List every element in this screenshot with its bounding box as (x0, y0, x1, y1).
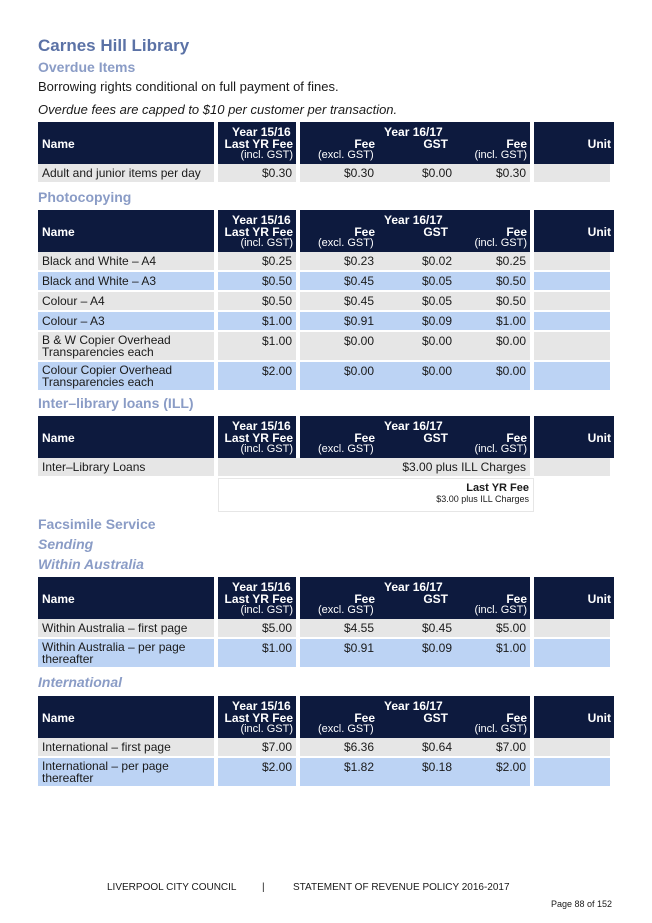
header-name: Name (42, 137, 75, 151)
gst-cell: $0.45 (378, 619, 456, 639)
fee-incl-cell: $0.00 (456, 362, 534, 392)
gst-cell: $0.00 (378, 164, 456, 184)
header-last-cell (218, 416, 296, 458)
header-last-yr-fee: Last YR Fee (224, 592, 293, 606)
header-last-cell (218, 210, 296, 252)
header-year1516: Year 15/16 (232, 125, 291, 139)
header-name: Name (42, 431, 75, 445)
header-fee: Fee (354, 137, 375, 151)
overdue-cap-note: Overdue fees are capped to $10 per customer per transaction. (38, 102, 398, 117)
footer-statement: STATEMENT OF REVENUE POLICY 2016-2017 (293, 882, 510, 893)
last-yr-fee-cell: $0.50 (218, 272, 300, 292)
fee-excl-cell: $6.36 (300, 738, 378, 758)
within-australia-fee-table (38, 577, 614, 669)
header-fee-incl: Fee (506, 431, 527, 445)
section-heading-overdue: Overdue Items (38, 59, 136, 75)
gst-cell: $0.00 (378, 362, 456, 392)
table-row (38, 619, 614, 639)
gst-cell: $0.05 (378, 272, 456, 292)
header-fee-cell (300, 122, 378, 164)
table-row (38, 738, 614, 758)
header-last-yr-fee: Last YR Fee (224, 711, 293, 725)
table-row (38, 164, 614, 184)
header-year1516: Year 15/16 (232, 213, 291, 227)
header-unit: Unit (587, 137, 611, 151)
table-row (38, 292, 614, 312)
unit-cell (534, 639, 614, 669)
ill-last-yr-label: Last YR Fee (466, 482, 529, 494)
header-unit: Unit (587, 431, 611, 445)
header-incl-gst-2: (incl. GST) (474, 604, 527, 616)
header-name: Name (42, 225, 75, 239)
table-row (38, 362, 614, 392)
overdue-fee-table (38, 122, 614, 184)
header-gst: GST (423, 225, 448, 239)
fee-excl-cell: $1.82 (300, 758, 378, 788)
section-heading-international: International (38, 674, 123, 690)
fee-incl-cell: $2.00 (456, 758, 534, 788)
fee-excl-cell: $0.00 (300, 362, 378, 392)
header-unit: Unit (587, 592, 611, 606)
header-fee-cell (300, 696, 378, 738)
footer-separator: | (262, 882, 265, 893)
header-year1516: Year 15/16 (232, 419, 291, 433)
fee-excl-cell: $4.55 (300, 619, 378, 639)
header-fee-incl: Fee (506, 592, 527, 606)
section-heading-photocopying: Photocopying (38, 189, 132, 205)
last-yr-fee-cell: $5.00 (218, 619, 300, 639)
last-yr-fee-cell: $1.00 (218, 639, 300, 669)
name-cell: Colour – A3 (38, 312, 218, 332)
table-row (38, 312, 614, 332)
unit-cell (534, 619, 614, 639)
header-excl-gst: (excl. GST) (318, 237, 374, 249)
name-cell: Black and White – A4 (38, 252, 218, 272)
unit-cell (534, 252, 614, 272)
header-name-cell (38, 122, 214, 164)
name-cell: Black and White – A3 (38, 272, 218, 292)
unit-cell (534, 164, 614, 184)
header-unit-cell (534, 122, 614, 164)
gst-cell: $0.02 (378, 252, 456, 272)
fee-excl-cell: $0.23 (300, 252, 378, 272)
header-incl-gst-2: (incl. GST) (474, 723, 527, 735)
name-cell: Within Australia – per page thereafter (38, 639, 218, 669)
header-year1617: Year 16/17 (384, 213, 443, 227)
header-fee-incl: Fee (506, 711, 527, 725)
last-yr-fee-cell: $0.25 (218, 252, 300, 272)
section-heading-ill: Inter–library loans (ILL) (38, 395, 194, 411)
ill-blank-unit (534, 478, 614, 512)
header-gst-cell (378, 577, 456, 619)
header-excl-gst: (excl. GST) (318, 149, 374, 161)
header-name-cell (38, 696, 214, 738)
header-fee-incl: Fee (506, 225, 527, 239)
header-incl-gst-2: (incl. GST) (474, 443, 527, 455)
fee-excl-cell: $0.45 (300, 292, 378, 312)
header-excl-gst: (excl. GST) (318, 443, 374, 455)
header-unit-cell (534, 577, 614, 619)
name-cell: Within Australia – first page (38, 619, 218, 639)
name-cell: B & W Copier Overhead Transparencies each (38, 332, 218, 362)
unit-cell (534, 738, 614, 758)
table-row (38, 478, 614, 512)
unit-cell (534, 272, 614, 292)
fee-incl-cell: $0.30 (456, 164, 534, 184)
header-name: Name (42, 592, 75, 606)
last-yr-fee-cell: $7.00 (218, 738, 300, 758)
table-row (38, 332, 614, 362)
header-year1516: Year 15/16 (232, 580, 291, 594)
last-yr-fee-cell: $1.00 (218, 312, 300, 332)
fee-excl-cell: $0.91 (300, 312, 378, 332)
header-last-cell (218, 696, 296, 738)
header-incl-gst: (incl. GST) (240, 149, 293, 161)
name-cell: Colour Copier Overhead Transparencies each (38, 362, 218, 392)
header-incl-gst-2: (incl. GST) (474, 237, 527, 249)
table-row (38, 252, 614, 272)
header-name-cell (38, 416, 214, 458)
header-gst: GST (423, 431, 448, 445)
header-incl-gst-2: (incl. GST) (474, 149, 527, 161)
unit-cell (534, 292, 614, 312)
header-fee-cell (300, 577, 378, 619)
header-incl-cell (456, 210, 530, 252)
fee-incl-cell: $0.50 (456, 292, 534, 312)
fee-incl-cell: $7.00 (456, 738, 534, 758)
gst-cell: $0.09 (378, 312, 456, 332)
header-gst: GST (423, 592, 448, 606)
header-year1617: Year 16/17 (384, 699, 443, 713)
gst-cell: $0.09 (378, 639, 456, 669)
header-incl-gst: (incl. GST) (240, 443, 293, 455)
header-incl-gst: (incl. GST) (240, 604, 293, 616)
unit-cell (534, 312, 614, 332)
last-yr-fee-cell: $2.00 (218, 758, 300, 788)
page-number: Page 88 of 152 (550, 899, 612, 909)
footer-council: LIVERPOOL CITY COUNCIL (107, 882, 237, 893)
header-incl-gst: (incl. GST) (240, 723, 293, 735)
international-fee-table (38, 696, 614, 788)
header-excl-gst: (excl. GST) (318, 604, 374, 616)
header-incl-cell (456, 577, 530, 619)
header-name: Name (42, 711, 75, 725)
fee-excl-cell: $0.00 (300, 332, 378, 362)
fee-incl-cell: $0.25 (456, 252, 534, 272)
header-incl-cell (456, 416, 530, 458)
gst-cell: $0.00 (378, 332, 456, 362)
header-fee: Fee (354, 431, 375, 445)
header-fee: Fee (354, 592, 375, 606)
header-year1617: Year 16/17 (384, 419, 443, 433)
header-last-yr-fee: Last YR Fee (224, 137, 293, 151)
header-last-yr-fee: Last YR Fee (224, 225, 293, 239)
ill-blank (38, 478, 218, 512)
header-gst-cell (378, 122, 456, 164)
header-fee: Fee (354, 225, 375, 239)
gst-cell: $0.64 (378, 738, 456, 758)
header-fee-incl: Fee (506, 137, 527, 151)
header-unit-cell (534, 210, 614, 252)
table-row (38, 272, 614, 292)
section-heading-within: Within Australia (38, 556, 144, 572)
name-cell: Adult and junior items per day (38, 164, 218, 184)
page-title: Carnes Hill Library (38, 36, 190, 55)
name-cell: International – per page thereafter (38, 758, 218, 788)
unit-cell (534, 332, 614, 362)
last-yr-fee-cell: $0.30 (218, 164, 300, 184)
header-incl-cell (456, 696, 530, 738)
header-gst: GST (423, 711, 448, 725)
table-row (38, 758, 614, 788)
gst-cell: $0.18 (378, 758, 456, 788)
fee-excl-cell: $0.91 (300, 639, 378, 669)
table-row (38, 458, 614, 478)
section-heading-fax: Facsimile Service (38, 516, 156, 532)
header-unit: Unit (587, 225, 611, 239)
header-year1516: Year 15/16 (232, 699, 291, 713)
section-heading-sending: Sending (38, 536, 94, 552)
header-gst-cell (378, 696, 456, 738)
header-last-cell (218, 577, 296, 619)
header-last-cell (218, 122, 296, 164)
ill-last-yr-cell (218, 478, 534, 512)
header-unit: Unit (587, 711, 611, 725)
fee-incl-cell: $5.00 (456, 619, 534, 639)
gst-cell: $0.05 (378, 292, 456, 312)
table-row (38, 639, 614, 669)
header-year1617: Year 16/17 (384, 580, 443, 594)
fee-incl-cell: $0.50 (456, 272, 534, 292)
header-unit-cell (534, 416, 614, 458)
header-year1617: Year 16/17 (384, 125, 443, 139)
ill-last-yr-text: $3.00 plus ILL Charges (436, 494, 529, 504)
fee-incl-cell: $1.00 (456, 312, 534, 332)
header-unit-cell (534, 696, 614, 738)
ill-unit (534, 458, 614, 478)
header-name-cell (38, 210, 214, 252)
name-cell: Colour – A4 (38, 292, 218, 312)
last-yr-fee-cell: $0.50 (218, 292, 300, 312)
unit-cell (534, 362, 614, 392)
photocopying-fee-table (38, 210, 614, 392)
ill-fee-table (38, 416, 614, 512)
fee-excl-cell: $0.30 (300, 164, 378, 184)
fee-incl-cell: $0.00 (456, 332, 534, 362)
header-incl-gst: (incl. GST) (240, 237, 293, 249)
ill-name: Inter–Library Loans (38, 458, 218, 478)
name-cell: International – first page (38, 738, 218, 758)
last-yr-fee-cell: $2.00 (218, 362, 300, 392)
header-gst: GST (423, 137, 448, 151)
header-name-cell (38, 577, 214, 619)
fee-excl-cell: $0.45 (300, 272, 378, 292)
overdue-note: Borrowing rights conditional on full payment of fines. (38, 79, 339, 94)
last-yr-fee-cell: $1.00 (218, 332, 300, 362)
header-gst-cell (378, 210, 456, 252)
header-excl-gst: (excl. GST) (318, 723, 374, 735)
unit-cell (534, 758, 614, 788)
header-fee-cell (300, 210, 378, 252)
header-last-yr-fee: Last YR Fee (224, 431, 293, 445)
header-gst-cell (378, 416, 456, 458)
fee-incl-cell: $1.00 (456, 639, 534, 669)
header-fee-cell (300, 416, 378, 458)
header-incl-cell (456, 122, 530, 164)
ill-fee-text: $3.00 plus ILL Charges (218, 458, 534, 478)
header-fee: Fee (354, 711, 375, 725)
